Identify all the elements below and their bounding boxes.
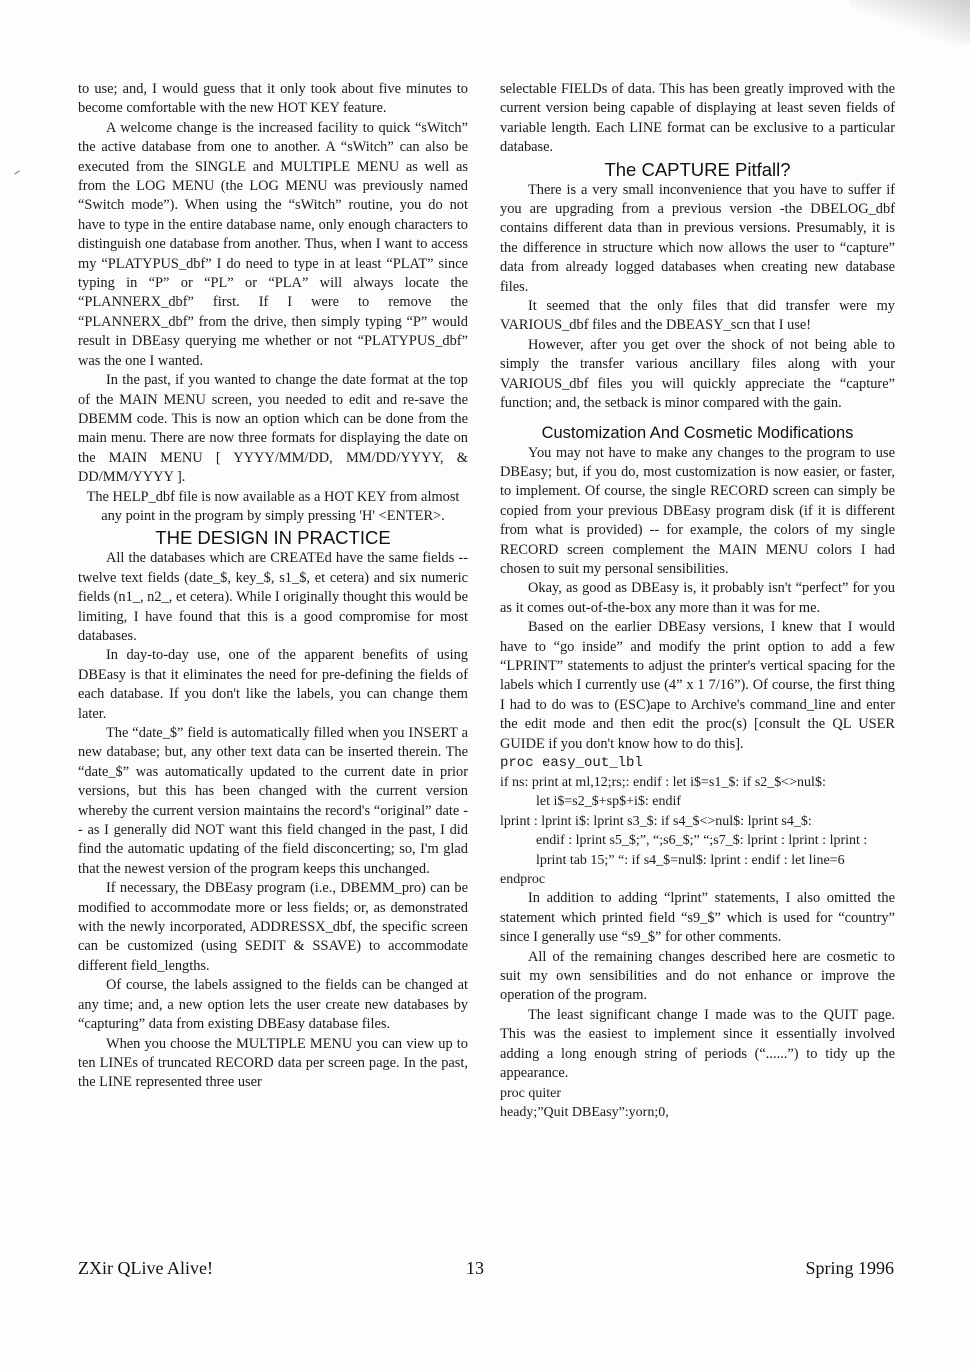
publication-name: ZXir QLive Alive! xyxy=(78,1258,213,1278)
page-footer xyxy=(78,1258,894,1282)
paragraph: Okay, as good as DBEasy is, it probably isn't “perfect” for you as it comes out-of-the-box any more than it was for me. xyxy=(500,580,895,616)
paragraph: In day-to-day use, one of the apparent benefits of using DBEasy is that it eliminates the need for pre-defining the fields of each database. If you don't like the labels, you can change them later. xyxy=(78,647,468,722)
right-column xyxy=(500,80,895,1122)
page-number: 13 xyxy=(466,1258,484,1278)
code-line: proc easy_out_lbl xyxy=(500,755,643,771)
code-listing xyxy=(500,1084,895,1123)
code-line: heady;”Quit DBEasy”:yorn;0, xyxy=(500,1104,669,1120)
paragraph: It seemed that the only files that did transfer were my VARIOUS_dbf files and the DBEASY_scn that I use! xyxy=(500,298,895,334)
issue-date: Spring 1996 xyxy=(805,1258,894,1278)
paragraph: to use; and, I would guess that it only took about five minutes to become comfortable with the new HOT KEY feature. xyxy=(78,81,468,117)
code-line: lprint : lprint i$: lprint s3_$: if s4_$<>nul$: lprint s4_$: xyxy=(500,813,812,829)
section-heading: Customization And Cosmetic Modifications xyxy=(541,423,854,442)
section-heading: THE DESIGN IN PRACTICE xyxy=(155,527,391,549)
section-heading: The CAPTURE Pitfall? xyxy=(604,158,791,180)
paragraph: Based on the earlier DBEasy versions, I knew that I would have to “go inside” and modify the print option to add a few “LPRINT” statements to adjust the printer's vertical spacing for the labels which I currently use (4” x 1 7/16”). Of course, the first thing I had to do was to (ESC)ape to Archive's command_line and enter the edit mode and then edit the proc(s) [consult the QL USER GUIDE if you don't know how to do this]. xyxy=(500,619,895,752)
paragraph: The HELP_dbf file is now available as a HOT KEY from almost any point in the program by simply pressing 'H' <ENTER>. xyxy=(86,488,460,524)
paragraph: selectable FIELDs of data. This has been greatly improved with the current version being capable of displaying at least seven fields of variable length. Each LINE format can be exclusive to a particular database. xyxy=(500,81,895,156)
paragraph: There is a very small inconvenience that you have to suffer if you are upgrading from a previous version -the DBELOG_dbf contains different data than in previous versions. Presumably, it is the difference in structure which now allows the user to “capture” data from already logged databases when creating new database files. xyxy=(500,181,895,295)
left-column xyxy=(78,80,468,1093)
paragraph: All the databases which are CREATEd have the same fields -- twelve text fields (date_$, key_$, s1_$, et cetera) and six numeric fields (n1_, n2_, et cetera). While I originally thought this would be limiting, I have found that this is a good compromise for most databases. xyxy=(78,550,468,644)
scan-mark xyxy=(14,170,19,174)
paragraph: In addition to adding “lprint” statements, I also omitted the statement which printed field “s9_$” which is used for “country” since I generally use “s9_$” for other comments. xyxy=(500,890,895,946)
paragraph: If necessary, the DBEasy program (i.e., DBEMM_pro) can be modified to accommodate more or less fields; or, as demonstrated with the newly incorporated, ADDRESSX_dbf, the specific screen can be customized (using SEDIT & SSAVE) to accommodate different field_lengths. xyxy=(78,880,468,974)
scan-smudge xyxy=(850,0,970,45)
code-line: if ns: print at ml,12;rs;: endif : let i$=s1_$: if s2_$<>nul$: xyxy=(500,775,826,790)
code-line: endproc xyxy=(500,872,546,888)
paragraph: All of the remaining changes described here are cosmetic to suit my own sensibilities and do not enhance or improve the operation of the program. xyxy=(500,948,895,1004)
code-line: let i$=s2_$+sp$+i$: endif xyxy=(536,794,682,810)
paragraph: The “date_$” field is automatically filled when you INSERT a new database; but, any other text data can be inserted therein. The “date_$” was automatically updated to the current date in prior versions, but this has been changed with the current version whereby the current version maintains the record's “original” date -- as I generally did NOT want this field changed in the past, I did find the automatic updating of the field disconcerting; so, I'm glad that the newest version of the program keeps this unchanged. xyxy=(78,725,468,877)
paragraph: You may not have to make any changes to the program to use DBEasy; but, if you do, most customization is now easier, or faster, to implement. Of course, the single RECORD screen can simply be copied from your previous DBEasy program disk (if it is different from what is provided) -- for example, the colors of my single RECORD screen complement the MAIN MENU colors I had chosen to suit my personal sensibilities. xyxy=(500,444,895,577)
code-listing xyxy=(500,754,895,889)
paragraph: A welcome change is the increased facility to quick “sWitch” the active database from one to another. A “sWitch” can also be executed from the SINGLE and MULTIPLE MENU as well as from the LOG MENU (the LOG MENU was previously named “Switch mode”). When using the “sWitch” routine, you do not have to type in the entire database name, only enough characters to distinguish one database from another. Thus, when I want to access my “PLATYPUS_dbf” I do need to type in at least “PLAT” since typing in “P” or “PL” or “PLA” will always locate the “PLANNERX_dbf” first. If I were to remove the “PLANNERX_dbf” from the drive, then simply typing “P” would result in DBEasy querying me whether or not “PLATYPUS_dbf” was the one I wanted. xyxy=(78,119,468,369)
paragraph: The least significant change I made was to the QUIT page. This was the easiest to implement since it essentially involved adding a long enough string of periods (“......”) to tidy up the appearance. xyxy=(500,1006,895,1082)
paragraph: In the past, if you wanted to change the date format at the top of the MAIN MENU screen, you needed to edit and re-save the DBEMM code. This is now an option which can be done from the main menu. There are now three formats for displaying the date on the MAIN MENU [ YYYY/MM/DD, MM/DD/YYYY, & DD/MM/YYYY ]. xyxy=(78,372,468,486)
code-line: endif : lprint s5_$;”, “;s6_$;” “;s7_$: lprint : lprint : lprint : lprint tab 15;” “: if s4_$=nul$: lprint : endif : let line=6 xyxy=(536,833,868,868)
code-line: proc quiter xyxy=(500,1085,562,1101)
paragraph: Of course, the labels assigned to the fields can be changed at any time; and, a new option lets the user create new databases by “capturing” data from existing DBEasy database files. xyxy=(78,977,468,1033)
paragraph: When you choose the MULTIPLE MENU you can view up to ten LINEs of truncated RECORD data per screen page. In the past, the LINE represented three user xyxy=(78,1035,468,1091)
paragraph: However, after you get over the shock of not being able to simply the transfer various ancillary files along with your VARIOUS_dbf files you will quickly appreciate the “capture” function; and, the setback is minor compared with the gain. xyxy=(500,336,895,412)
